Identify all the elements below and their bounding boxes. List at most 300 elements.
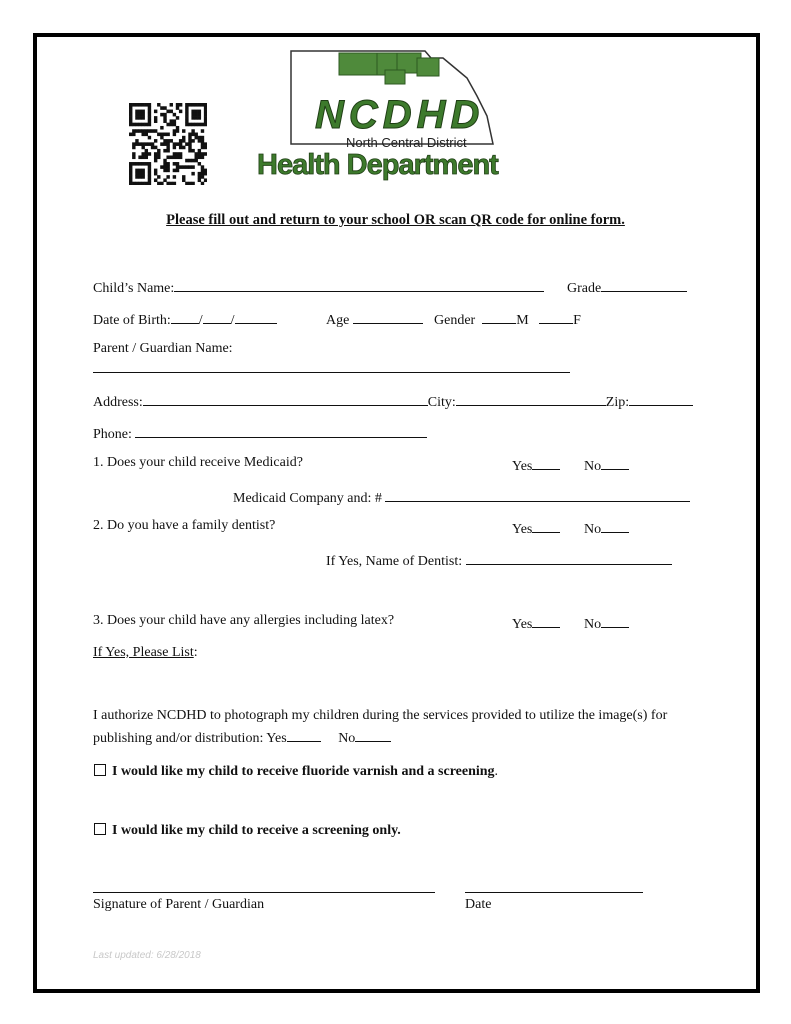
qr-module	[138, 113, 141, 117]
qr-module	[163, 116, 166, 120]
dob-label: Date of Birth:	[93, 313, 171, 328]
qr-module	[135, 139, 138, 143]
qr-module	[132, 142, 135, 146]
qr-module	[129, 103, 132, 107]
qr-module	[198, 123, 201, 127]
child-name-label: Child’s Name:	[93, 281, 175, 296]
qr-module	[195, 152, 198, 156]
qr-module	[179, 103, 182, 107]
qr-module	[198, 113, 201, 117]
qr-module	[163, 142, 166, 146]
medicaid-yes-field[interactable]	[532, 455, 560, 470]
qr-module	[176, 116, 179, 120]
qr-module	[170, 119, 173, 123]
qr-module	[141, 155, 144, 159]
qr-module	[166, 165, 169, 169]
qr-module	[151, 146, 154, 150]
qr-module	[188, 142, 191, 146]
question-dentist: 2. Do you have a family dentist?	[93, 518, 276, 533]
qr-module	[176, 169, 179, 173]
qr-module	[201, 136, 204, 140]
allergies-list-colon: :	[193, 645, 198, 660]
qr-module	[204, 172, 207, 176]
qr-module	[129, 169, 132, 173]
qr-module	[148, 119, 151, 123]
qr-module	[129, 133, 132, 137]
qr-module	[179, 155, 182, 159]
qr-module	[201, 152, 204, 156]
qr-module	[166, 175, 169, 179]
qr-module	[185, 103, 188, 107]
address-field[interactable]	[143, 391, 428, 406]
qr-module	[138, 129, 141, 133]
qr-module	[185, 113, 188, 117]
qr-module	[141, 172, 144, 176]
qr-module	[157, 149, 160, 153]
qr-module	[188, 146, 191, 150]
qr-module	[195, 113, 198, 117]
qr-module	[198, 172, 201, 176]
qr-module	[160, 106, 163, 110]
qr-module	[198, 152, 201, 156]
qr-module	[173, 146, 176, 150]
gender-label: Gender	[434, 313, 476, 328]
qr-module	[160, 142, 163, 146]
qr-module	[191, 133, 194, 137]
qr-module	[141, 142, 144, 146]
qr-module	[166, 146, 169, 150]
dob-separator: /	[230, 313, 235, 328]
qr-module	[135, 110, 138, 114]
qr-module	[173, 142, 176, 146]
qr-module	[138, 162, 141, 166]
qr-module	[138, 175, 141, 179]
qr-module	[185, 110, 188, 114]
qr-module	[141, 169, 144, 173]
qr-module	[188, 165, 191, 169]
qr-module	[198, 110, 201, 114]
qr-module	[198, 175, 201, 179]
qr-module	[195, 116, 198, 120]
dob-day-field[interactable]	[203, 309, 231, 324]
date-field[interactable]	[465, 878, 643, 893]
qr-module	[148, 178, 151, 182]
authorize-text-line1: I authorize NCDHD to photograph my children during the services provided to utilize the image(s) for	[93, 708, 668, 723]
qr-module	[179, 139, 182, 143]
qr-code[interactable]	[129, 103, 207, 185]
qr-module	[132, 129, 135, 133]
city-label: City:	[427, 395, 456, 410]
qr-module	[173, 123, 176, 127]
qr-module	[148, 169, 151, 173]
qr-module	[204, 178, 207, 182]
qr-module	[163, 119, 166, 123]
qr-module	[135, 169, 138, 173]
qr-module	[198, 155, 201, 159]
qr-module	[138, 169, 141, 173]
qr-module	[198, 103, 201, 107]
qr-module	[195, 155, 198, 159]
qr-module	[157, 182, 160, 185]
logo-acronym: NCDHD	[315, 93, 485, 137]
qr-module	[179, 142, 182, 146]
qr-module	[201, 129, 204, 133]
qr-module	[138, 110, 141, 114]
qr-module	[176, 155, 179, 159]
qr-module	[154, 116, 157, 120]
qr-module	[148, 113, 151, 117]
fluoride-option-label: I would like my child to receive fluoride varnish and a screening	[112, 764, 495, 779]
qr-module	[160, 113, 163, 117]
qr-module	[182, 165, 185, 169]
qr-module	[173, 169, 176, 173]
yes-label: Yes	[512, 617, 533, 632]
qr-module	[191, 116, 194, 120]
qr-module	[160, 133, 163, 137]
qr-module	[148, 123, 151, 127]
qr-module	[188, 133, 191, 137]
qr-module	[141, 110, 144, 114]
ncdhd-logo	[255, 48, 530, 186]
qr-module	[204, 152, 207, 156]
qr-module	[182, 136, 185, 140]
qr-module	[191, 159, 194, 163]
qr-module	[191, 139, 194, 143]
gender-m-field[interactable]	[482, 309, 516, 324]
qr-module	[148, 172, 151, 176]
qr-module	[185, 142, 188, 146]
qr-module	[195, 103, 198, 107]
age-field[interactable]	[353, 309, 423, 324]
qr-module	[166, 123, 169, 127]
qr-module	[204, 142, 207, 146]
gender-m-label: M	[516, 313, 529, 328]
yes-label: Yes	[512, 459, 533, 474]
signature-label: Signature of Parent / Guardian	[93, 897, 265, 912]
qr-module	[204, 116, 207, 120]
qr-module	[154, 155, 157, 159]
qr-module	[185, 182, 188, 185]
qr-module	[129, 119, 132, 123]
qr-module	[166, 182, 169, 185]
qr-module	[185, 106, 188, 110]
signature-field[interactable]	[93, 878, 435, 893]
qr-module	[198, 136, 201, 140]
qr-module	[185, 159, 188, 163]
qr-module	[182, 175, 185, 179]
qr-module	[176, 126, 179, 130]
qr-module	[132, 182, 135, 185]
fluoride-option-period: .	[494, 764, 499, 779]
qr-module	[135, 123, 138, 127]
qr-module	[166, 110, 169, 114]
qr-module	[176, 129, 179, 133]
screening-option-label: I would like my child to receive a screening only.	[112, 823, 401, 838]
child-name-field[interactable]	[174, 277, 544, 292]
logo-title: Health Department	[257, 149, 498, 181]
qr-module	[201, 182, 204, 185]
qr-module	[138, 182, 141, 185]
qr-module	[182, 146, 185, 150]
medicaid-no-field[interactable]	[601, 455, 629, 470]
qr-module	[188, 103, 191, 107]
qr-module	[145, 182, 148, 185]
screening-checkbox[interactable]	[94, 823, 106, 835]
qr-module	[170, 139, 173, 143]
qr-module	[129, 106, 132, 110]
qr-module	[166, 149, 169, 153]
qr-module	[138, 155, 141, 159]
qr-module	[191, 182, 194, 185]
authorize-text-line2: publishing and/or distribution: Yes	[93, 731, 287, 746]
qr-module	[148, 175, 151, 179]
qr-module	[141, 129, 144, 133]
qr-module	[148, 182, 151, 185]
qr-module	[151, 142, 154, 146]
qr-module	[185, 165, 188, 169]
qr-module	[145, 129, 148, 133]
qr-module	[145, 152, 148, 156]
qr-module	[157, 133, 160, 137]
qr-module	[182, 178, 185, 182]
no-label: No	[584, 522, 602, 537]
qr-module	[154, 139, 157, 143]
qr-module	[154, 152, 157, 156]
qr-module	[166, 142, 169, 146]
qr-module	[135, 182, 138, 185]
qr-module	[138, 123, 141, 127]
qr-module	[191, 172, 194, 176]
qr-module	[201, 139, 204, 143]
qr-module	[141, 103, 144, 107]
qr-module	[204, 123, 207, 127]
qr-module	[157, 152, 160, 156]
qr-module	[163, 133, 166, 137]
qr-module	[132, 103, 135, 107]
qr-module	[148, 142, 151, 146]
phone-field[interactable]	[135, 423, 427, 438]
qr-module	[188, 182, 191, 185]
qr-module	[191, 123, 194, 127]
qr-module	[129, 116, 132, 120]
qr-module	[129, 165, 132, 169]
qr-module	[195, 110, 198, 114]
qr-module	[160, 136, 163, 140]
last-updated: Last updated: 6/28/2018	[93, 950, 201, 961]
qr-module	[191, 149, 194, 153]
qr-module	[173, 129, 176, 133]
qr-module	[198, 149, 201, 153]
qr-module	[148, 136, 151, 140]
qr-module	[173, 113, 176, 117]
parent-label: Parent / Guardian Name:	[93, 341, 233, 356]
qr-module	[132, 155, 135, 159]
qr-module	[132, 146, 135, 150]
dentist-name-field[interactable]	[466, 550, 672, 565]
qr-module	[198, 162, 201, 166]
qr-module	[179, 165, 182, 169]
qr-module	[188, 149, 191, 153]
qr-module	[129, 175, 132, 179]
qr-module	[148, 152, 151, 156]
qr-module	[176, 142, 179, 146]
qr-module	[148, 103, 151, 107]
qr-module	[132, 152, 135, 156]
allergies-yes-field[interactable]	[532, 613, 560, 628]
qr-module	[170, 155, 173, 159]
dob-year-field[interactable]	[235, 309, 277, 324]
qr-module	[154, 159, 157, 163]
medicaid-company-label: Medicaid Company and: #	[233, 491, 382, 506]
qr-module	[204, 169, 207, 173]
qr-module	[163, 139, 166, 143]
qr-module	[132, 133, 135, 137]
form-instructions: Please fill out and return to your school OR scan QR code for online form.	[166, 212, 625, 228]
qr-module	[173, 155, 176, 159]
no-label: No	[584, 617, 602, 632]
qr-module	[160, 126, 163, 130]
qr-module	[188, 139, 191, 143]
qr-module	[138, 172, 141, 176]
qr-module	[170, 182, 173, 185]
qr-module	[166, 139, 169, 143]
qr-module	[141, 162, 144, 166]
gender-f-field[interactable]	[539, 309, 573, 324]
qr-module	[145, 133, 148, 137]
qr-module	[182, 129, 185, 133]
qr-module	[185, 116, 188, 120]
qr-module	[154, 129, 157, 133]
qr-module	[201, 142, 204, 146]
qr-module	[129, 182, 132, 185]
qr-module	[129, 162, 132, 166]
qr-module	[173, 133, 176, 137]
qr-module	[163, 106, 166, 110]
qr-module	[176, 162, 179, 166]
date-label: Date	[465, 897, 492, 912]
qr-module	[148, 129, 151, 133]
qr-module	[191, 165, 194, 169]
qr-module	[145, 103, 148, 107]
qr-module	[157, 175, 160, 179]
qr-module	[141, 113, 144, 117]
photo-yes-field[interactable]	[287, 727, 321, 742]
qr-module	[204, 106, 207, 110]
qr-module	[195, 133, 198, 137]
qr-module	[166, 133, 169, 137]
qr-module	[204, 103, 207, 107]
qr-module	[204, 110, 207, 114]
qr-module	[138, 142, 141, 146]
question-medicaid: 1. Does your child receive Medicaid?	[93, 455, 303, 470]
zip-label: Zip:	[605, 395, 630, 410]
qr-module	[191, 110, 194, 114]
qr-module	[204, 113, 207, 117]
qr-module	[201, 155, 204, 159]
qr-module	[176, 103, 179, 107]
qr-module	[157, 103, 160, 107]
logo-subtitle: North Central District	[346, 135, 467, 150]
qr-module	[154, 119, 157, 123]
qr-module	[185, 119, 188, 123]
qr-module	[198, 116, 201, 120]
parent-name-field[interactable]	[93, 358, 570, 373]
qr-module	[191, 129, 194, 133]
qr-module	[188, 159, 191, 163]
qr-module	[176, 106, 179, 110]
dentist-yes-field[interactable]	[532, 518, 560, 533]
qr-module	[135, 175, 138, 179]
qr-module	[145, 155, 148, 159]
qr-module	[173, 119, 176, 123]
dob-month-field[interactable]	[171, 309, 199, 324]
qr-module	[163, 165, 166, 169]
city-field[interactable]	[456, 391, 606, 406]
qr-module	[154, 178, 157, 182]
zip-field[interactable]	[629, 391, 693, 406]
qr-module	[135, 142, 138, 146]
qr-module	[179, 110, 182, 114]
qr-module	[135, 116, 138, 120]
photo-no-field[interactable]	[355, 727, 391, 742]
qr-module	[195, 159, 198, 163]
qr-module	[160, 182, 163, 185]
qr-module	[138, 116, 141, 120]
qr-module	[148, 162, 151, 166]
qr-module	[141, 146, 144, 150]
qr-module	[148, 110, 151, 114]
qr-module	[173, 182, 176, 185]
dentist-name-label: If Yes, Name of Dentist:	[326, 554, 463, 569]
qr-module	[201, 123, 204, 127]
qr-module	[129, 113, 132, 117]
phone-label: Phone:	[93, 427, 132, 442]
qr-module	[145, 162, 148, 166]
qr-module	[179, 146, 182, 150]
qr-module	[129, 178, 132, 182]
qr-module	[188, 123, 191, 127]
dentist-no-field[interactable]	[601, 518, 629, 533]
qr-module	[141, 182, 144, 185]
medicaid-company-field[interactable]	[385, 487, 690, 502]
qr-module	[135, 103, 138, 107]
qr-module	[166, 162, 169, 166]
qr-module	[141, 133, 144, 137]
qr-module	[166, 169, 169, 173]
qr-module	[185, 123, 188, 127]
qr-module	[141, 175, 144, 179]
qr-module	[191, 113, 194, 117]
qr-module	[201, 146, 204, 150]
address-label: Address:	[93, 395, 143, 410]
qr-module	[170, 103, 173, 107]
qr-module	[201, 169, 204, 173]
qr-module	[201, 103, 204, 107]
grade-field[interactable]	[601, 277, 687, 292]
qr-module	[135, 129, 138, 133]
qr-module	[151, 129, 154, 133]
grade-label: Grade	[567, 281, 602, 296]
allergies-no-field[interactable]	[601, 613, 629, 628]
qr-module	[145, 142, 148, 146]
qr-module	[201, 172, 204, 176]
fluoride-checkbox[interactable]	[94, 764, 106, 776]
qr-module	[154, 146, 157, 150]
dob-separator: /	[198, 313, 203, 328]
qr-module	[163, 149, 166, 153]
qr-module	[138, 103, 141, 107]
qr-module	[157, 155, 160, 159]
